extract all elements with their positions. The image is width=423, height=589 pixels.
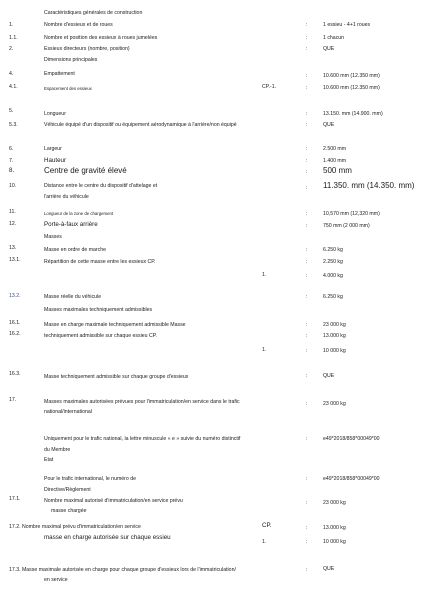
colon: :: [306, 169, 308, 175]
row-label: Nombre et position des essieux à roues jumelées: [44, 35, 158, 41]
row-label: masse chargée: [51, 508, 87, 514]
row-sub-label: CP.: [262, 522, 272, 529]
row-value: 1.400 mm: [323, 158, 347, 164]
row-label: Espacement des essieux: [44, 86, 92, 91]
row-value: 10 000 kg: [323, 539, 346, 545]
colon: :: [306, 500, 308, 506]
colon: :: [306, 111, 308, 117]
row-number: 16.3.: [9, 371, 21, 377]
section-title: Caractéristiques générales de construction: [44, 10, 143, 16]
row-label: Véhicule équipé d'un dispositif ou équipement aérodynamique à l'arrière/non équipé: [44, 122, 237, 128]
row-value: 13.000 kg: [323, 333, 346, 339]
row-number: 2.: [9, 46, 14, 52]
row-value: 1 chacun: [323, 35, 345, 41]
colon: :: [306, 401, 308, 407]
row-label: Nombre d'essieux et de roues: [44, 22, 113, 28]
row-number: 16.2.: [9, 331, 21, 337]
row-number: 5.: [9, 108, 14, 114]
colon: :: [306, 259, 308, 265]
row-sub-label: 1.: [262, 272, 267, 278]
row-label: Uniquement pour le trafic national, la lettre minuscule « e » suivie du numéro distinctif: [44, 436, 241, 442]
row-value: 23 000 kg: [323, 322, 346, 328]
colon: :: [306, 247, 308, 253]
row-value: 13.000 kg: [323, 525, 346, 531]
subsection-title: Dimensions principales: [44, 57, 98, 63]
row-number: 8.: [9, 167, 15, 174]
row-label: Largeur: [44, 146, 62, 152]
row-value: 10.600 mm (12.350 mm): [323, 73, 380, 79]
row-value: 11.350. mm (14.350. mm): [323, 181, 415, 190]
row-sub-label: 1.: [262, 539, 267, 545]
row-value: 2.500 mm: [323, 146, 347, 152]
row-number: 1.1.: [9, 35, 18, 41]
row-number: 1.: [9, 22, 14, 28]
row-label: Pour le trafic international, le numéro de: [44, 476, 136, 482]
row-label: Masse réelle du véhicule: [44, 294, 102, 300]
row-number: 6.: [9, 146, 14, 152]
colon: :: [306, 185, 308, 191]
row-label: Nombre maximal autorisé d'immatriculation/en service prévu: [44, 498, 183, 504]
row-value: e49*2018/858*00049*00: [323, 436, 380, 442]
row-value: 13.150. mm (14.900. mm): [323, 111, 383, 117]
colon: :: [306, 223, 308, 229]
row-label: Directive/Règlement: [44, 487, 91, 493]
row-value: 23 000 kg: [323, 401, 346, 407]
row-value: 6.250 kg: [323, 247, 343, 253]
colon: :: [306, 294, 308, 300]
row-value: QUE: [323, 373, 335, 379]
row-label: Porte-à-faux arrière: [44, 221, 98, 228]
colon: :: [306, 211, 308, 217]
row-value: 500 mm: [323, 166, 352, 175]
row-label: en service: [44, 577, 68, 583]
row-label: Masse techniquement admissible sur chaque groupe d'essieux: [44, 374, 189, 380]
row-value: QUE: [323, 46, 335, 52]
row-label: Distance entre le centre du dispositif d'attelage et: [44, 183, 158, 189]
row-label: Centre de gravité élevé: [44, 166, 127, 175]
row-number: 10.: [9, 183, 17, 189]
colon: :: [306, 373, 308, 379]
colon: :: [306, 348, 308, 354]
row-number: 13.2.: [9, 293, 21, 299]
row-number: 16.1.: [9, 320, 21, 326]
colon: :: [306, 322, 308, 328]
colon: :: [306, 73, 308, 79]
colon: :: [306, 122, 308, 128]
row-value: QUE: [323, 566, 335, 572]
subsection-title: Masses: [44, 234, 62, 240]
row-number: 13.1.: [9, 257, 21, 263]
colon: :: [306, 35, 308, 41]
row-sub-label: 1.: [262, 347, 267, 353]
row-label: Etat: [44, 457, 54, 463]
row-number: 17.1.: [9, 496, 21, 502]
colon: :: [306, 567, 308, 573]
row-number: 12.: [9, 221, 17, 227]
colon: :: [306, 146, 308, 152]
subsection-title: Masses maximales techniquement admissibles: [44, 307, 153, 313]
row-value: 2.250 kg: [323, 259, 343, 265]
row-value: 10,570 mm (12,320 mm): [323, 211, 380, 217]
row-sub-label: CP.-1.: [262, 84, 277, 90]
row-number: 13.: [9, 245, 17, 251]
row-number: 7.: [9, 158, 14, 164]
row-value: 23 000 kg: [323, 500, 346, 506]
row-label: Masses maximales autorisées prévues pour l'immatriculation/en service dans le trafic: [44, 399, 240, 405]
row-label: Masse en charge maximale techniquement admissible Masse: [44, 322, 186, 328]
colon: :: [306, 525, 308, 531]
row-label: l'arrière du véhicule: [44, 194, 89, 200]
colon: :: [306, 22, 308, 28]
row-label: 17.2. Nombre maximal prévu d'immatriculation/en service: [9, 524, 141, 530]
colon: :: [306, 273, 308, 279]
row-value: 4.000 kg: [323, 273, 343, 279]
colon: :: [306, 476, 308, 482]
row-label: national/international: [44, 409, 92, 415]
row-label: 17.3. Masse maximale autorisée en charge pour chaque groupe d'essieux lors de l'immatriculation/: [9, 567, 236, 573]
row-label: Essieux directeurs (nombre, position): [44, 46, 130, 52]
colon: :: [306, 539, 308, 545]
row-label: Empattement: [44, 71, 75, 77]
colon: :: [306, 333, 308, 339]
row-value: 750 mm (2 000 mm): [323, 223, 370, 229]
row-label: techniquement admissible sur chaque essieu CP.: [44, 333, 157, 339]
row-label: Longueur de la zone de chargement: [44, 211, 114, 216]
row-label: masse en charge autorisée sur chaque essieu: [44, 534, 171, 541]
colon: :: [306, 158, 308, 164]
row-number: 4.1.: [9, 84, 18, 90]
row-value: 10 000 kg: [323, 348, 346, 354]
row-label: Longueur: [44, 111, 66, 117]
row-label: du Membre: [44, 447, 71, 453]
colon: :: [306, 436, 308, 442]
row-label: Hauteur: [44, 157, 67, 164]
row-label: Répartition de cette masse entre les essieux CP.: [44, 259, 156, 265]
row-number: 11.: [9, 209, 16, 215]
row-number: 17.: [9, 397, 17, 403]
row-number: 4.: [9, 71, 14, 77]
row-value: 6.250 kg: [323, 294, 343, 300]
row-label: Masse en ordre de marche: [44, 247, 106, 253]
row-value: QUE: [323, 122, 335, 128]
row-number: 5.3.: [9, 122, 18, 128]
row-value: 10.600 mm (12.350 mm): [323, 85, 380, 91]
row-value: e49*2018/858*00049*00: [323, 476, 380, 482]
colon: :: [306, 85, 308, 91]
colon: :: [306, 46, 308, 52]
row-value: 1 essieu - 4+1 roues: [323, 22, 371, 28]
